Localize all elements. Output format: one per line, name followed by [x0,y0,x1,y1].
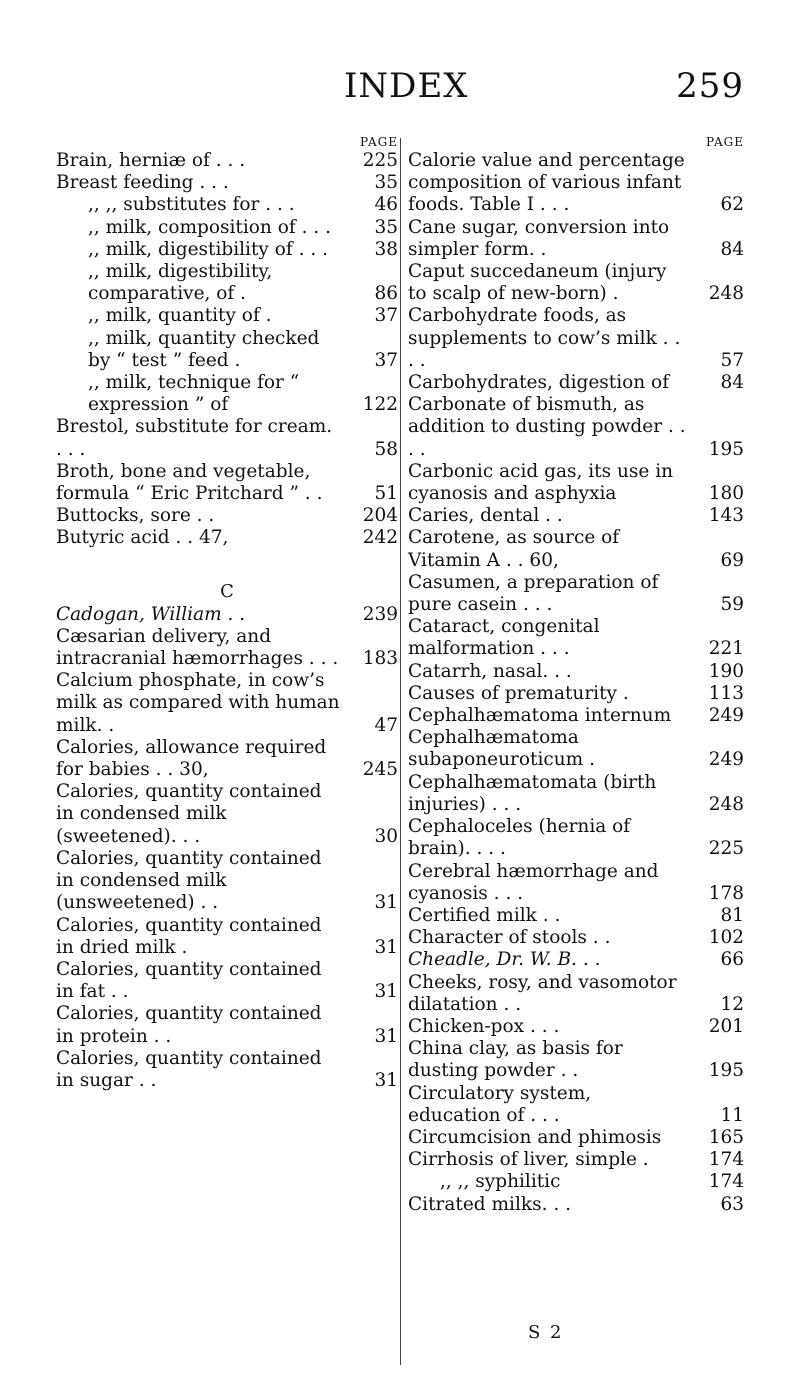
entry-page-number: 165 [705,1127,744,1149]
index-entry [408,305,744,372]
entry-text: ,, milk, composition of . . . [88,216,331,238]
entry-text: Cataract, congenital malformation . . . [408,616,600,660]
index-entry [408,927,744,949]
entry-text: Cheadle, Dr. W. B. . . [408,949,601,971]
entry-page-number: 248 [705,794,744,816]
index-entry [408,527,744,571]
entry-text: Cirrhosis of liver, simple . [408,1149,649,1171]
entry-page-number: 225 [705,838,744,860]
entry-page-number: 180 [705,483,744,505]
entry-text: Cheeks, rosy, and vasomotor dilatation . . [408,971,677,1015]
index-entry [408,1038,744,1082]
entry-page-number: 63 [716,1194,744,1216]
entry-page-number: 62 [716,194,744,216]
index-entry [56,416,398,460]
entry-page-number: 38 [370,239,398,261]
entry-page-number: 11 [716,1105,744,1127]
entry-text: Calories, quantity contained in condensed milk (sweetened). . . [56,781,322,847]
index-entry [56,959,398,1003]
index-entry [56,261,398,305]
entry-page-number: 204 [359,505,398,527]
entry-text: Cerebral hæmorrhage and cyanosis . . . [408,860,659,904]
entry-page-number: 245 [359,759,398,781]
entry-text: Broth, bone and vegetable, formula “ Eric Pritchard ” . . [56,460,323,505]
entry-page-number: 31 [370,892,398,914]
page-column-label: PAGE [706,135,744,149]
entry-text: Caput succedaneum (injury to scalp of new-born) . [408,261,667,305]
entry-text: Breast feeding . . . [56,172,229,194]
entry-page-number: 35 [370,172,398,194]
index-entry [56,194,398,216]
entry-text: Cephalhæmatomata (birth injuries) . . . [408,771,657,815]
index-entry [408,1083,744,1127]
entry-text: Cephalhæmatoma subaponeuroticum . [408,727,595,771]
entry-text: Citrated milks. . . [408,1193,571,1215]
entry-page-number: 122 [359,394,398,416]
page-column-label: PAGE [360,135,398,149]
entry-page-number: 183 [359,648,398,670]
index-entry [56,217,398,239]
index-entry [408,727,744,771]
entry-text: Carotene, as source of Vitamin A . . 60, [408,527,620,571]
entry-page-number: 249 [705,749,744,771]
entry-page-number: 31 [370,1026,398,1048]
entry-text: Cane sugar, conversion into simpler form. . [408,216,670,260]
entry-page-number: 195 [705,1060,744,1082]
index-entry [56,670,398,737]
index-entry [408,683,744,705]
entry-page-number: 174 [705,1171,744,1193]
entry-page-number: 221 [705,638,744,660]
entry-page-number: 102 [705,927,744,949]
right-column [408,134,744,1216]
entry-text: Calories, quantity contained in dried milk . [56,914,322,958]
entry-page-number: 57 [716,350,744,372]
entry-page-number: 59 [716,594,744,616]
entry-text: Carbonic acid gas, its use in cyanosis and asphyxia [408,460,674,505]
index-entry [56,848,398,915]
entry-page-number: 225 [359,150,398,172]
entry-text: Calories, allowance required for babies . . 30, [56,736,327,781]
entry-text: Calorie value and percentage composition of various infant foods. Table I . . . [408,150,685,216]
entry-page-number: 178 [705,883,744,905]
entry-text: ,, milk, digestibility of . . . [88,238,329,260]
index-entry [56,461,398,505]
entry-page-number: 190 [705,661,744,683]
entry-page-number: 30 [370,826,398,848]
entry-text: Cephalhæmatoma internum [408,705,672,727]
index-entry [56,150,398,172]
index-entry [408,816,744,860]
entry-text: Circulatory system, education of . . . [408,1082,592,1126]
page-header [0,66,800,116]
entry-text: Chicken-pox . . . [408,1015,560,1037]
index-list-c-continued [408,150,744,1216]
index-entry [56,1003,398,1047]
index-entry [408,150,744,217]
index-entry [56,1048,398,1092]
entry-text: Certified milk . . [408,904,561,926]
index-entry [408,616,744,660]
entry-page-number: 58 [370,439,398,461]
entry-text: ,, ,, syphilitic [440,1171,561,1193]
entry-page-number: 84 [716,372,744,394]
entry-text: Cæsarian delivery, and intracranial hæmorrhages . . . [56,625,339,670]
entry-page-number: 35 [370,217,398,239]
index-entry [56,626,398,670]
entry-text: Butyric acid . . 47, [56,527,229,549]
entry-page-number: 31 [370,1070,398,1092]
entry-text: Carbonate of bismuth, as addition to dusting powder . . . . [408,394,686,460]
entry-page-number: 195 [705,439,744,461]
index-entry [408,1149,744,1171]
index-entry [408,394,744,461]
index-entry [408,1194,744,1216]
entry-text: ,, milk, technique for “ expression ” of [88,372,300,416]
entry-text: Carbohydrates, digestion of [408,372,670,394]
index-entry [408,461,744,505]
left-column [56,134,398,1092]
index-entry [408,705,744,727]
entry-text: ,, milk, quantity of . [88,305,272,327]
entry-text: Calories, quantity contained in protein . . [56,1003,322,1047]
index-entry [56,527,398,549]
entry-page-number: 248 [705,283,744,305]
index-list-c [56,604,398,1092]
entry-page-number: 69 [716,550,744,572]
entry-page-number: 249 [705,705,744,727]
index-entry [56,604,398,626]
entry-page-number: 46 [370,194,398,216]
index-entry [56,737,398,781]
index-entry [408,905,744,927]
entry-text: China clay, as basis for dusting powder . . [408,1038,623,1082]
page-title: INDEX [344,66,469,106]
section-letter: C [220,580,234,602]
entry-text: Casumen, a preparation of pure casein . . . [408,571,659,616]
index-entry [56,915,398,959]
index-entry [56,781,398,848]
entry-text: Calcium phosphate, in cow’s milk as compared with human milk. . [56,670,340,736]
entry-page-number: 31 [370,981,398,1003]
entry-text: Calories, quantity contained in condensed milk (unsweetened) . . [56,847,322,914]
entry-text: Buttocks, sore . . [56,505,215,527]
entry-text: Brestol, substitute for cream. . . . [56,416,333,460]
entry-page-number: 66 [716,949,744,971]
index-list-b [56,150,398,550]
index-entry [408,261,744,305]
index-entry [408,1016,744,1038]
index-entry [408,572,744,616]
index-entry [408,505,744,527]
entry-page-number: 84 [716,239,744,261]
entry-text: Carbohydrate foods, as supplements to cow’s milk . . . . [408,305,681,371]
index-entry [408,661,744,683]
index-entry [56,305,398,327]
entry-page-number: 37 [370,305,398,327]
entry-text: ,, milk, quantity checked by “ test ” feed . [88,327,320,371]
entry-text: ,, milk, digestibility, comparative, of . [88,261,273,305]
index-entry [56,239,398,261]
entry-text: Cadogan, William . . [56,603,246,625]
index-entry [408,1171,744,1193]
entry-page-number: 239 [359,604,398,626]
index-entry [56,328,398,372]
index-entry [408,861,744,905]
signature-mark: S 2 [528,1322,564,1343]
index-entry [56,372,398,416]
entry-page-number: 201 [705,1016,744,1038]
index-entry [408,217,744,261]
entry-text: Catarrh, nasal. . . [408,660,572,682]
entry-page-number: 242 [359,527,398,549]
column-divider [400,138,401,1365]
index-entry [408,1127,744,1149]
entry-page-number: 143 [705,505,744,527]
entry-text: Caries, dental . . [408,505,563,527]
entry-page-number: 86 [370,283,398,305]
section-gap [56,550,398,580]
entry-text: Brain, herniæ of . . . [56,150,246,171]
entry-page-number: 174 [705,1149,744,1171]
index-entry [408,772,744,816]
index-entry [408,372,744,394]
entry-page-number: 12 [716,994,744,1016]
index-entry [56,505,398,527]
entry-page-number: 113 [705,683,744,705]
entry-text: ,, ,, substitutes for . . . [88,194,295,216]
index-entry [408,972,744,1016]
entry-page-number: 51 [370,483,398,505]
entry-page-number: 47 [370,715,398,737]
index-entry [56,172,398,194]
entry-text: Cephaloceles (hernia of brain). . . . [408,816,631,860]
entry-text: Character of stools . . [408,927,611,949]
entry-page-number: 37 [370,350,398,372]
entry-text: Calories, quantity contained in fat . . [56,958,322,1003]
entry-page-number: 31 [370,937,398,959]
page-number: 259 [676,66,744,106]
entry-text: Circumcision and phimosis [408,1126,662,1148]
entry-page-number: 81 [716,905,744,927]
entry-text: Calories, quantity contained in sugar . . [56,1047,322,1091]
entry-text: Causes of prematurity . [408,682,629,704]
index-entry [408,949,744,971]
